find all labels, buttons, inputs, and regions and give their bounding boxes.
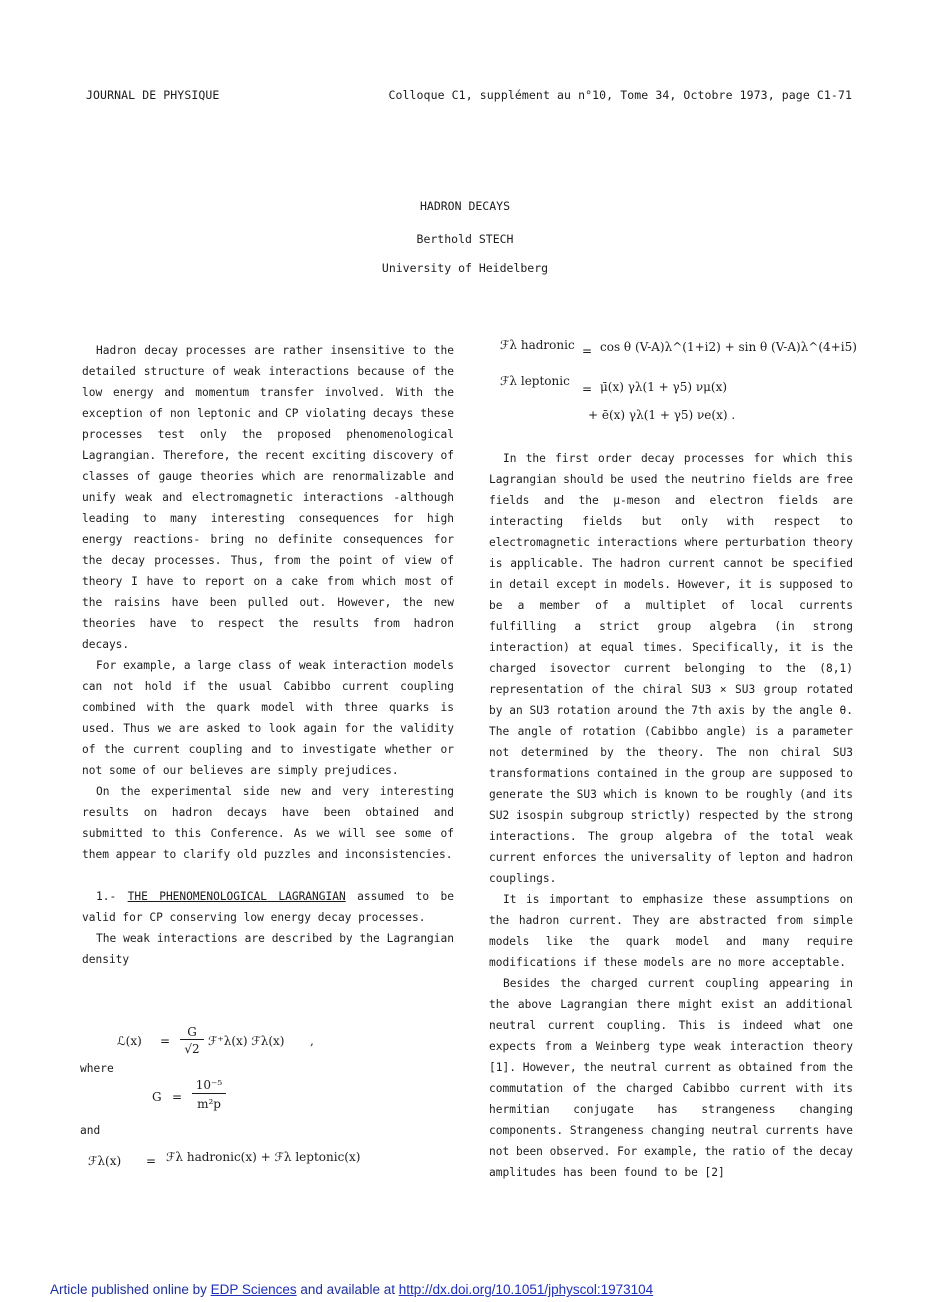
paragraph-lagrangian-density: The weak interactions are described by the Lagrangian density — [82, 932, 454, 966]
section-number: 1.- — [96, 890, 117, 903]
edp-sciences-link[interactable]: EDP Sciences — [210, 1282, 297, 1297]
G-numerator: 10⁻⁵ — [192, 1078, 226, 1094]
author-name: Berthold STECH — [416, 232, 514, 246]
journal-name: JOURNAL DE PHYSIQUE — [86, 88, 220, 102]
hadronic-rhs: cos θ (V-A)λ^(1+i2) + sin θ (V-A)λ^(4+i5) — [600, 340, 857, 354]
publication-footer — [50, 1282, 653, 1297]
section-heading-paragraph — [82, 886, 454, 928]
equals-sign: = — [582, 382, 593, 396]
leptonic-rhs-muon: μ̄(x) γλ(1 + γ5) νμ(x) — [600, 380, 728, 394]
paragraph-experimental: On the experimental side new and very interesting results on hadron decays have been obtained and submitted to this Conference. As we will see some of them appear to clarify old puzzles and inconsistencies. — [82, 785, 454, 861]
section-text: assumed to be valid for CP conserving low energy decay processes. — [82, 890, 454, 924]
equation-comma: , — [310, 1034, 314, 1048]
footer-prefix: Article published online by — [50, 1282, 211, 1297]
leptonic-rhs-electron: + ē(x) γλ(1 + γ5) νe(x) . — [588, 408, 736, 422]
paragraph-intro: Hadron decay processes are rather insensitive to the detailed structure of weak interactions because of the low energy and momentum transfer involved. With the exception of non leptonic and CP violating decays these processes test only the proposed phenomenological Lagrangian. Therefore, the recent exciting discovery of classes of gauge theories which are renormalizable and unify weak and electromagnetic interactions -although leading to many interesting consequences for high energy reactions- bring no definite consequences for the decay processes. Thus, from the point of view of theory I have to report on a cake from which most of the raisins have been pulled out. However, the new theories have to respect the results from hadron decays. — [82, 344, 454, 651]
affiliation: University of Heidelberg — [381, 261, 549, 275]
footer-middle: and available at — [296, 1282, 399, 1297]
hadronic-lhs: ℱλ hadronic — [500, 338, 575, 352]
equals-sign: = — [582, 344, 593, 358]
paragraph-example: For example, a large class of weak interaction models can not hold if the usual Cabibbo current coupling combined with the quark model with three quarks is used. Thus we are asked to look again for the validity of the current coupling and to investigate whether or not some of our believes are simply prejudices. — [82, 659, 454, 777]
leptonic-lhs: ℱλ leptonic — [500, 374, 570, 388]
section-title: THE PHENOMENOLOGICAL LAGRANGIAN — [127, 890, 346, 903]
doi-link[interactable]: http://dx.doi.org/10.1051/jphyscol:1973104 — [398, 1282, 654, 1297]
left-column — [82, 340, 454, 970]
paragraph-first-order: In the first order decay processes for which this Lagrangian should be used the neutrino fields are free fields and the μ-meson and electron fields are interacting fields but only with respect to electromagnetic interactions where perturbation theory is applicable. The hadron current cannot be specified in detail except in models. However, it is supposed to be a member of a multiplet of local currents fulfilling a strict group algebra (in strong interaction) at equal times. Specifically, it is the charged isovector current belonging to the (8,1) representation of the chiral SU3 × SU3 group rotated by an SU3 rotation around the 7th axis by the angle θ. The angle of rotation (Cabibbo angle) is a parameter not determined by the theory. The non chiral SU3 transformations contained in the group are supposed to generate the SU3 which is known to be roughly (and its SU2 isospin subgroup strictly) respected by the strong interactions. The group algebra of the total weak current enforces the universality of lepton and hadron couplings. — [489, 452, 853, 885]
current-rhs: ℱλ hadronic(x) + ℱλ leptonic(x) — [166, 1150, 361, 1164]
lagrangian-lhs: ℒ(x) — [117, 1034, 142, 1048]
G-symbol: G — [152, 1090, 162, 1104]
equals-sign: = — [160, 1034, 171, 1048]
paragraph-assumptions: It is important to emphasize these assumptions on the hadron current. They are abstracted from simple models like the quark model and many require modifications if these models are no more acceptable. — [489, 893, 853, 969]
colloque-reference: Colloque C1, supplément au n°10, Tome 34, Octobre 1973, page C1-71 — [388, 88, 852, 102]
fraction-numerator-G: G — [180, 1026, 204, 1040]
paper-title: HADRON DECAYS — [419, 199, 510, 213]
lagrangian-rhs: ℱ⁺λ(x) ℱλ(x) — [208, 1034, 285, 1048]
equals-sign: = — [146, 1154, 157, 1168]
word-and: and — [80, 1124, 101, 1137]
current-lhs: ℱλ(x) — [88, 1154, 122, 1168]
fraction-denominator-sqrt2: √2 — [184, 1042, 200, 1056]
paragraph-neutral-current: Besides the charged current coupling appearing in the above Lagrangian there might exist an additional neutral current coupling. This is indeed what one expects from a Weinberg type weak interaction theory [1]. However, the neutral current as obtained from the commutation of the charged Cabibbo current with its hermitian conjugate has strangeness changing components. Strangeness changing neutral currents have not been observed. For example, the ratio of the decay amplitudes has been found to be [2] — [489, 977, 853, 1179]
word-where: where — [80, 1062, 114, 1075]
right-column — [489, 448, 853, 1183]
equals-sign: = — [172, 1090, 183, 1104]
G-denominator: m²p — [197, 1097, 221, 1111]
